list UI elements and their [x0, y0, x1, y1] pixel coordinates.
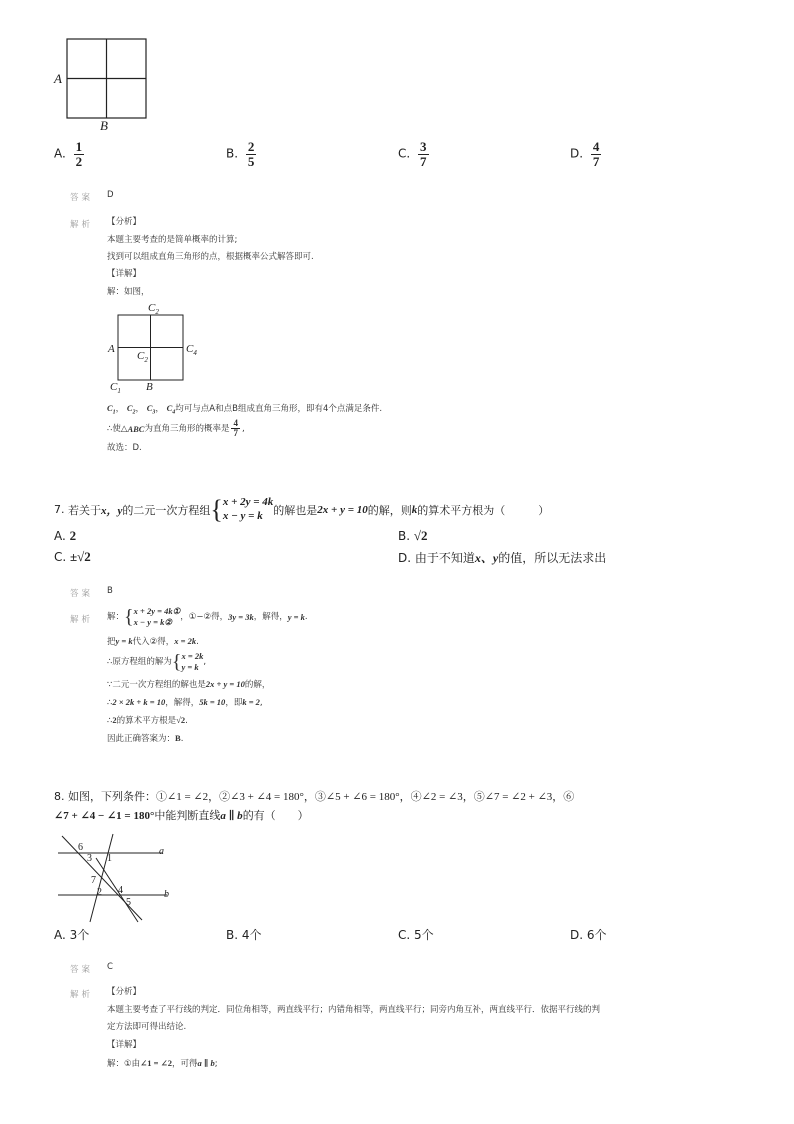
q6-fig-label-b: B: [146, 381, 153, 393]
q8-stem-line2: ∠7 + ∠4 − ∠1 = 180°中能判断直线a ∥ b的有（ ）: [54, 809, 309, 822]
q8-option-b: B. 4个: [226, 928, 262, 942]
q7-stem: 7. 若关于 x，y 的二元一次方程组 { x + 2y = 4k x − y = k 的解也是 2x + y = 10 的解，则 k 的算术平方根为（ ）: [54, 494, 550, 524]
q6-answer: D: [107, 190, 114, 200]
q6-analysis-line2: 找到可以组成直角三角形的点，根据概率公式解答即可.: [107, 252, 314, 262]
q6-fig-label-c2-mid: $C_2$: [137, 350, 148, 365]
q8-fig-label-5: 5: [126, 897, 131, 908]
q8-option-c: C. 5个: [398, 928, 434, 942]
q6-fig-label-c4: $C_4$: [186, 343, 197, 358]
q7-eq1: x + 2y = 4k: [222, 496, 274, 508]
q8-fig-label-4: 4: [118, 885, 123, 896]
q6-fig-label-a: A: [108, 343, 115, 355]
q8-analysis-label: 解析: [70, 990, 94, 1000]
q6-answer-label: 答案: [70, 193, 94, 203]
q6-analysis-line4: $C_1$， $C_2$， $C_3$， $C_4$均可与点A和点B组成直角三角形，即有4个点满足条件.: [107, 403, 383, 416]
q6-analysis-label: 解析: [70, 220, 94, 230]
q8-fig-label-2: 2: [97, 887, 102, 898]
q6-analysis-grid-figure: [116, 313, 186, 383]
q7-analysis-line6: ∴2的算术平方根是√2.: [107, 715, 188, 726]
q7-analysis-line1: 解： { x + 2y = 4k① x − y = k② ，①−②得， 3y = 3k ，解得， y = k .: [107, 606, 308, 629]
q6-fig-label-c2-top: $C_2$: [148, 302, 159, 317]
q8-stem-line1: 8. 如图，下列条件：①∠1 = ∠2，②∠3 + ∠4 = 180°，③∠5 + ∠6 = 180°，④∠2 = ∠3，⑤∠7 = ∠2 + ∠3，⑥: [54, 790, 575, 803]
q7-analysis-line5: ∴2 × 2k + k = 10，解得，5k = 10，即k = 2,: [107, 697, 263, 708]
q8-option-d: D. 6个: [570, 928, 607, 942]
q6-option-c: C. $\frac{3}{7}$: [398, 139, 427, 169]
q8-fig-label-6: 6: [78, 842, 83, 853]
q8-fig-label-7: 7: [91, 875, 96, 886]
q7-answer: B: [107, 586, 113, 596]
q6-xiangjie-title: 【详解】: [107, 269, 142, 279]
q8-fig-label-a: a: [159, 846, 164, 857]
q7-option-c: C. ±√2: [54, 549, 91, 564]
q7-analysis-line7: 因此正确答案为：B.: [107, 733, 184, 744]
q6-analysis-line5: ∴使△ ABC 为直角三角形的概率是 $\frac{4}{7}$ ,: [107, 418, 245, 439]
q8-analysis-line2: 定方法即可得出结论.: [107, 1022, 187, 1032]
q7-option-a: A. 2: [54, 528, 77, 543]
q6-option-d: D. $\frac{4}{7}$: [570, 139, 600, 169]
q8-analysis-line3: 解：①由∠1 = ∠2，可得a ∥ b;: [107, 1058, 218, 1069]
q6-option-b: B. $\frac{2}{5}$: [226, 139, 255, 169]
q8-fig-label-b: b: [164, 889, 169, 900]
q8-answer-label: 答案: [70, 965, 94, 975]
q8-parallel-lines-figure: [50, 830, 180, 925]
q7-eq2: x − y = k: [222, 509, 263, 522]
q8-option-a: A. 3个: [54, 928, 90, 942]
q7-analysis-line3: ∴原方程组的解为 { x = 2k y = k ,: [107, 651, 207, 674]
q7-analysis-line4: ∵二元一次方程组的解也是2x + y = 10的解，: [107, 679, 271, 690]
q7-analysis-line2: 把y = k代入②得，x = 2k.: [107, 636, 199, 647]
q7-option-b: B. √2: [398, 528, 428, 543]
q6-option-a: A. $\frac{1}{2}$: [54, 139, 83, 169]
q7-answer-label: 答案: [70, 589, 94, 599]
q8-xiangjie-title: 【详解】: [107, 1040, 142, 1050]
q8-analysis-line1: 本题主要考查了平行线的判定．同位角相等，两直线平行；内错角相等，两直线平行；同旁内角互补，两直线平行．依据平行线的判: [107, 1005, 601, 1015]
q6-fig-label-c1: $C_1$: [110, 381, 121, 396]
q6-analysis-line3: 解：如图，: [107, 287, 150, 297]
q6-analysis-line6: 故选：D.: [107, 443, 142, 453]
q6-point-B: B: [100, 118, 108, 133]
q7-analysis-label: 解析: [70, 615, 94, 625]
q8-answer: C: [107, 962, 113, 972]
q6-fenxi-title: 【分析】: [107, 217, 142, 227]
q8-fig-label-3: 3: [87, 853, 92, 864]
q8-fenxi-title: 【分析】: [107, 987, 142, 997]
q7-option-d: D. 由于不知道x、y的值，所以无法求出: [398, 551, 607, 565]
q6-analysis-line1: 本题主要考查的是简单概率的计算;: [107, 235, 238, 245]
q8-fig-label-1: 1: [107, 853, 112, 864]
q6-point-A: A: [54, 71, 62, 86]
